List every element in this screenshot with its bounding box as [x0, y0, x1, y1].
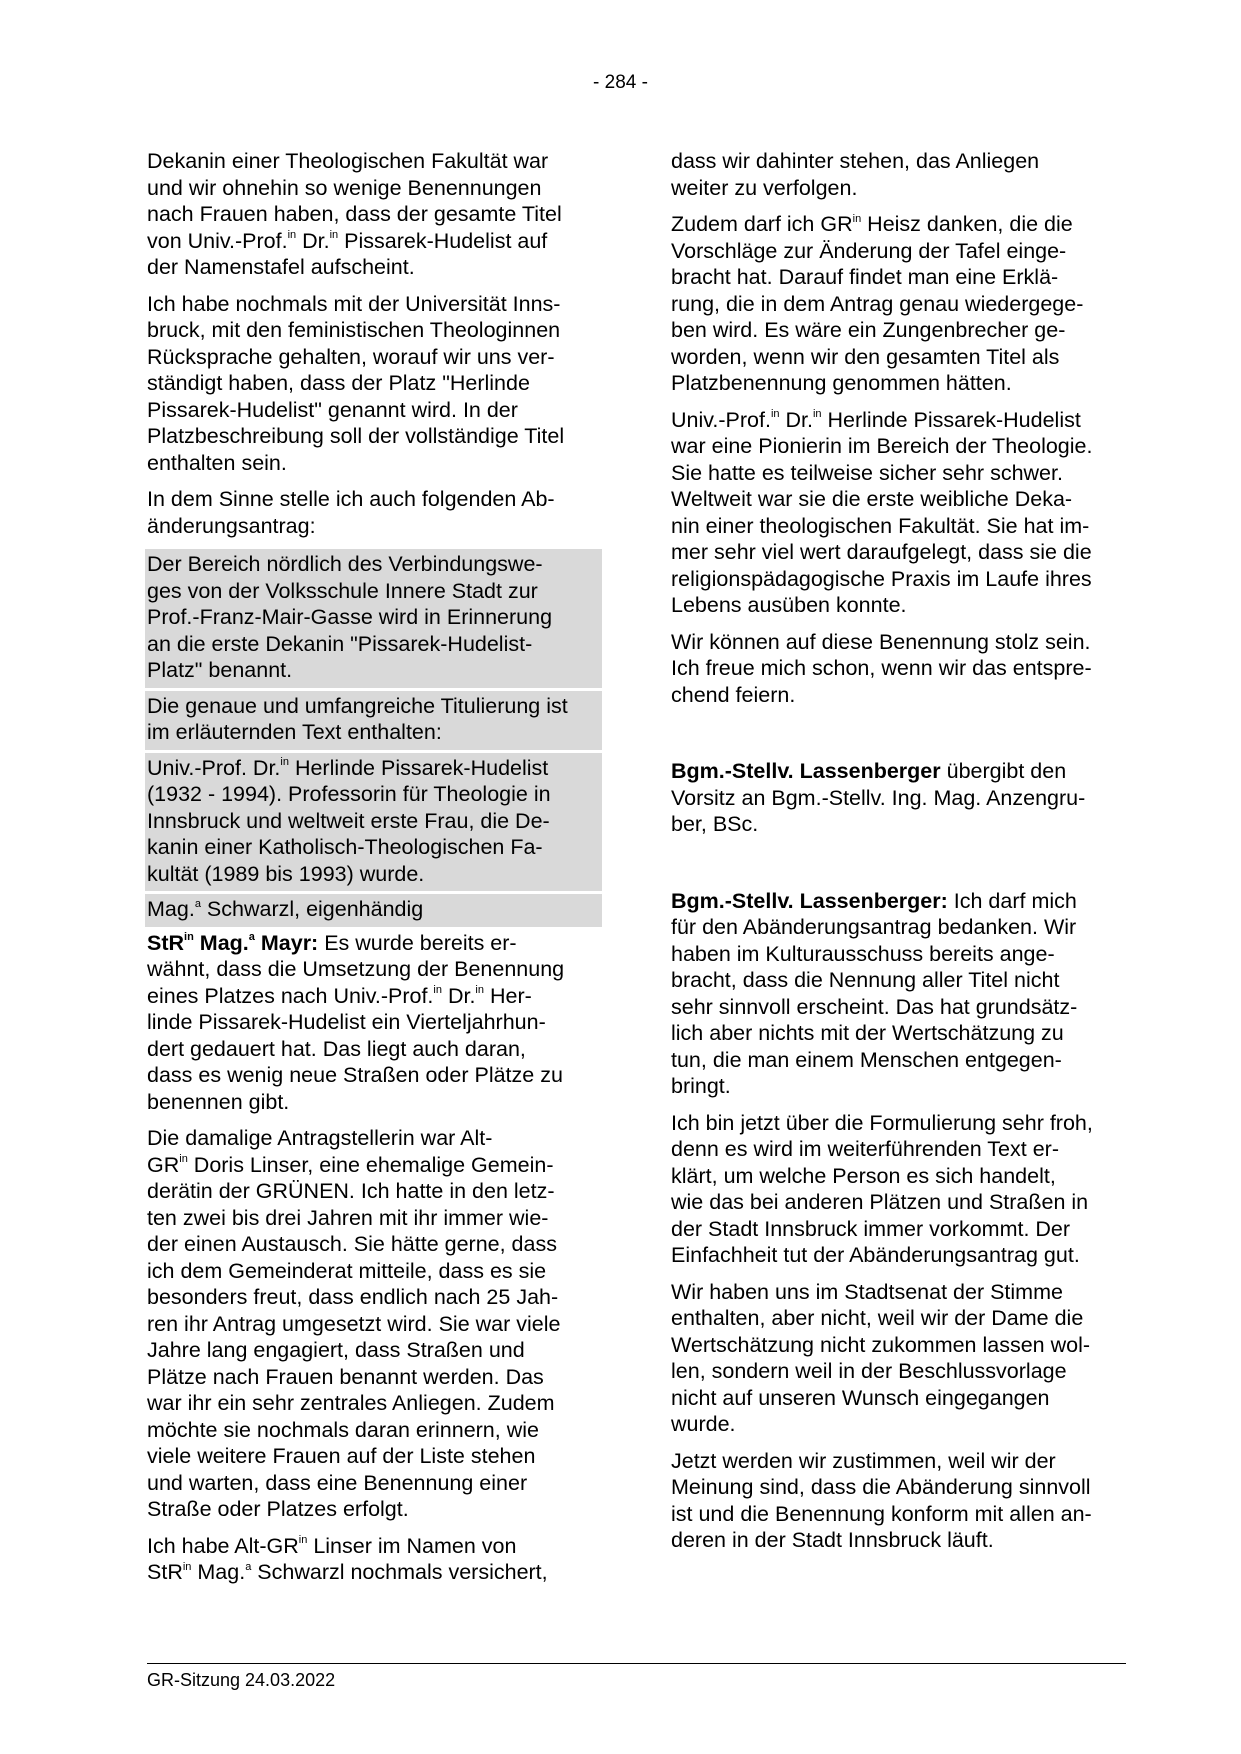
text-line: Einfachheit tut der Abänderungsantrag gut. [671, 1243, 1080, 1267]
text-line: Ich habe nochmals mit der Universität Inns- [147, 291, 561, 316]
footer-text: GR-Sitzung 24.03.2022 [147, 1670, 336, 1690]
text-line: Vorsitz an Bgm.-Stellv. Ing. Mag. Anzengru- [671, 785, 1086, 810]
text-line: tun, die man einem Menschen entgegen- [671, 1047, 1062, 1072]
paragraph [671, 1279, 1124, 1438]
text-line: Prof.-Franz-Mair-Gasse wird in Erinnerung [147, 605, 553, 629]
text-line: Wertschätzung nicht zukommen lassen wol- [671, 1332, 1091, 1357]
text-line: benennen gibt. [147, 1089, 290, 1114]
page-number: - 284 - [593, 72, 648, 93]
paragraph [671, 888, 1124, 1100]
spacer [671, 848, 1124, 888]
text-line: Bgm.-Stellv. Lassenberger: Ich darf mich [671, 888, 1077, 913]
text-line: Meinung sind, dass die Abänderung sinnvoll [671, 1475, 1091, 1499]
text-line: Jahre lang engagiert, dass Straßen und [147, 1338, 525, 1362]
text-line: haben im Kulturausschuss bereits ange- [671, 941, 1055, 966]
highlighted-motion-text [145, 894, 602, 927]
paragraph [671, 1110, 1124, 1269]
text-line: Univ.-Prof.$^{in}$ Dr.$^{in}$ Herlinde Pissarek-Hudelist [671, 407, 1081, 432]
text-line: möchte sie nochmals daran erinnern, wie [147, 1417, 539, 1442]
highlighted-motion-text [145, 753, 602, 892]
text-line: ist und die Benennung konform mit allen an- [671, 1501, 1092, 1526]
text-line: $GR^{in}$ Doris Linser, eine ehemalige Gemein- [147, 1152, 554, 1177]
highlighted-motion-text [145, 691, 602, 750]
paragraph [671, 758, 1124, 838]
paragraph [147, 291, 600, 477]
text-line: ren ihr Antrag umgesetzt wird. Sie war viele [147, 1311, 561, 1336]
text-line: rung, die in dem Antrag genau wiedergege- [671, 291, 1084, 316]
text-line: denn es wird im weiterführenden Text er- [671, 1137, 1059, 1161]
text-line: kanin einer Katholisch-Theologischen Fa- [147, 835, 543, 859]
text-line: bracht, dass die Nennung aller Titel nicht [671, 968, 1060, 992]
paragraph [671, 148, 1124, 201]
text-line: bruck, mit den feministischen Theologinnen [147, 318, 561, 342]
text-line: Vorschläge zur Änderung der Tafel einge- [671, 238, 1067, 263]
text-line: In dem Sinne stelle ich auch folgenden Ab- [147, 487, 555, 511]
text-line: Platz" benannt. [147, 658, 293, 682]
paragraph [147, 930, 600, 1116]
text-line: Ich bin jetzt über die Formulierung sehr froh, [671, 1110, 1093, 1135]
text-line: Plätze nach Frauen benannt werden. Das [147, 1364, 544, 1389]
paragraph [147, 1125, 600, 1523]
text-line: war eine Pionierin im Bereich der Theologie. [671, 434, 1093, 458]
paragraph [671, 407, 1124, 619]
text-line: besonders freut, dass endlich nach 25 Jah- [147, 1285, 559, 1309]
text-line: und warten, dass eine Benennung einer [147, 1470, 528, 1495]
text-line: worden, wenn wir den gesamten Titel als [671, 344, 1060, 369]
text-line: (1932 - 1994). Professorin für Theologie in [147, 782, 551, 806]
text-line: ich dem Gemeinderat mitteile, dass es sie [147, 1258, 547, 1283]
text-line: Ich freue mich schon, wenn wir das entspre- [671, 656, 1092, 680]
paragraph [671, 211, 1124, 397]
footer-divider [147, 1663, 1126, 1664]
text-line: Jetzt werden wir zustimmen, weil wir der [671, 1448, 1056, 1473]
text-line: Univ.-Prof. Dr.$^{in}$ Herlinde Pissarek-Hudelist [147, 755, 549, 780]
text-line: linde Pissarek-Hudelist ein Vierteljahrhun- [147, 1010, 546, 1034]
paragraph [147, 148, 600, 281]
right-column [671, 148, 1124, 1564]
paragraph [671, 629, 1124, 709]
text-line: war ihr ein sehr zentrales Anliegen. Zudem [147, 1391, 555, 1415]
text-line: wie das bei anderen Plätzen und Straßen in [671, 1190, 1089, 1214]
text-line: und wir ohnehin so wenige Benennungen [147, 175, 542, 200]
text-line: viele weitere Frauen auf der Liste stehen [147, 1444, 536, 1468]
text-line: eines Platzes nach Univ.-Prof.$^{in}$ Dr.$^{in}$ Her- [147, 983, 532, 1008]
text-line: Zudem darf ich $GR^{in}$ Heisz danken, die die [671, 212, 1073, 236]
text-line: Platzbenennung genommen hätten. [671, 371, 1012, 395]
text-line: Der Bereich nördlich des Verbindungswe- [147, 552, 543, 576]
highlighted-motion-text [145, 549, 602, 688]
text-line: der Stadt Innsbruck immer vorkommt. Der [671, 1216, 1071, 1241]
text-line: nin einer theologischen Fakultät. Sie hat im- [671, 513, 1090, 538]
text-line: Die damalige Antragstellerin war Alt- [147, 1126, 493, 1150]
text-line: StR$^{in}$ Mag.$^a$ Schwarzl nochmals versichert, [147, 1560, 548, 1584]
text-line: ten zwei bis drei Jahren mit ihr immer wie- [147, 1205, 549, 1230]
text-line: Platzbeschreibung soll der vollständige Titel [147, 424, 565, 448]
text-line: Straße oder Platzes erfolgt. [147, 1497, 409, 1521]
text-line: chend feiern. [671, 682, 796, 707]
text-line: Weltweit war sie die erste weibliche Deka- [671, 487, 1073, 511]
text-line: StR$^{in}$ Mag.$^a$ Mayr: Es wurde bereits er- [147, 930, 517, 955]
text-line: der Namenstafel aufscheint. [147, 255, 415, 279]
text-line: enthalten sein. [147, 450, 287, 475]
text-line: Wir haben uns im Stadtsenat der Stimme [671, 1279, 1063, 1304]
text-line: ben wird. Es wäre ein Zungenbrecher ge- [671, 318, 1066, 342]
text-line: ber, BSc. [671, 812, 759, 836]
text-line: für den Abänderungsantrag bedanken. Wir [671, 915, 1077, 939]
text-line: Dekanin einer Theologischen Fakultät war [147, 149, 549, 173]
text-line: nach Frauen haben, dass der gesamte Titel [147, 202, 562, 226]
text-line: Pissarek-Hudelist" genannt wird. In der [147, 397, 518, 422]
text-line: dass wir dahinter stehen, das Anliegen [671, 149, 1040, 173]
text-line: wähnt, dass die Umsetzung der Benennung [147, 957, 565, 981]
text-line: deren in der Stadt Innsbruck läuft. [671, 1528, 994, 1552]
text-line: änderungsantrag: [147, 513, 316, 538]
text-line: an die erste Dekanin "Pissarek-Hudelist- [147, 631, 533, 656]
paragraph [147, 1533, 600, 1586]
text-line: nicht auf unseren Wunsch eingegangen [671, 1385, 1050, 1410]
spacer [671, 718, 1124, 758]
text-line: bracht hat. Darauf findet man eine Erklä- [671, 265, 1059, 289]
text-line: weiter zu verfolgen. [671, 175, 858, 200]
text-line: religionspädagogische Praxis im Laufe ihres [671, 566, 1092, 591]
text-line: dass es wenig neue Straßen oder Plätze zu [147, 1063, 563, 1087]
text-line: bringt. [671, 1074, 731, 1098]
text-line: klärt, um welche Person es sich handelt, [671, 1163, 1056, 1188]
text-line: ges von der Volksschule Innere Stadt zur [147, 578, 538, 603]
text-line: im erläuternden Text enthalten: [147, 720, 442, 744]
text-line: dert gedauert hat. Das liegt auch daran, [147, 1036, 526, 1061]
text-line: mer sehr viel wert daraufgelegt, dass sie die [671, 540, 1092, 564]
text-line: kultät (1989 bis 1993) wurde. [147, 861, 425, 886]
left-column [147, 148, 600, 1596]
text-line: ständigt haben, dass der Platz "Herlinde [147, 371, 530, 395]
text-line: Rücksprache gehalten, worauf wir uns ver- [147, 344, 555, 369]
text-line: lich aber nichts mit der Wertschätzung zu [671, 1021, 1064, 1045]
text-line: Lebens ausüben konnte. [671, 593, 907, 617]
text-line: len, sondern weil in der Beschlussvorlage [671, 1359, 1067, 1383]
text-line: Die genaue und umfangreiche Titulierung ist [147, 693, 568, 718]
text-line: Bgm.-Stellv. Lassenberger übergibt den [671, 759, 1067, 783]
text-line: enthalten, aber nicht, weil wir der Dame die [671, 1306, 1084, 1330]
text-line: Ich habe Alt-$GR^{in}$ Linser im Namen von [147, 1533, 517, 1558]
text-line: Sie hatte es teilweise sicher sehr schwer. [671, 460, 1063, 485]
text-line: der einen Austausch. Sie hätte gerne, dass [147, 1232, 557, 1256]
text-line: wurde. [671, 1412, 736, 1436]
paragraph [147, 486, 600, 539]
text-line: sehr sinnvoll erscheint. Das hat grundsätz- [671, 994, 1078, 1019]
text-line: Innsbruck und weltweit erste Frau, die De- [147, 808, 550, 833]
text-line: Mag.$^a$ Schwarzl, eigenhändig [147, 897, 424, 921]
text-line: derätin der GRÜNEN. Ich hatte in den letz- [147, 1179, 555, 1203]
paragraph [671, 1448, 1124, 1554]
text-line: Wir können auf diese Benennung stolz sein. [671, 629, 1091, 654]
text-line: von Univ.-Prof.$^{in}$ Dr.$^{in}$ Pissarek-Hudelist auf [147, 228, 548, 253]
